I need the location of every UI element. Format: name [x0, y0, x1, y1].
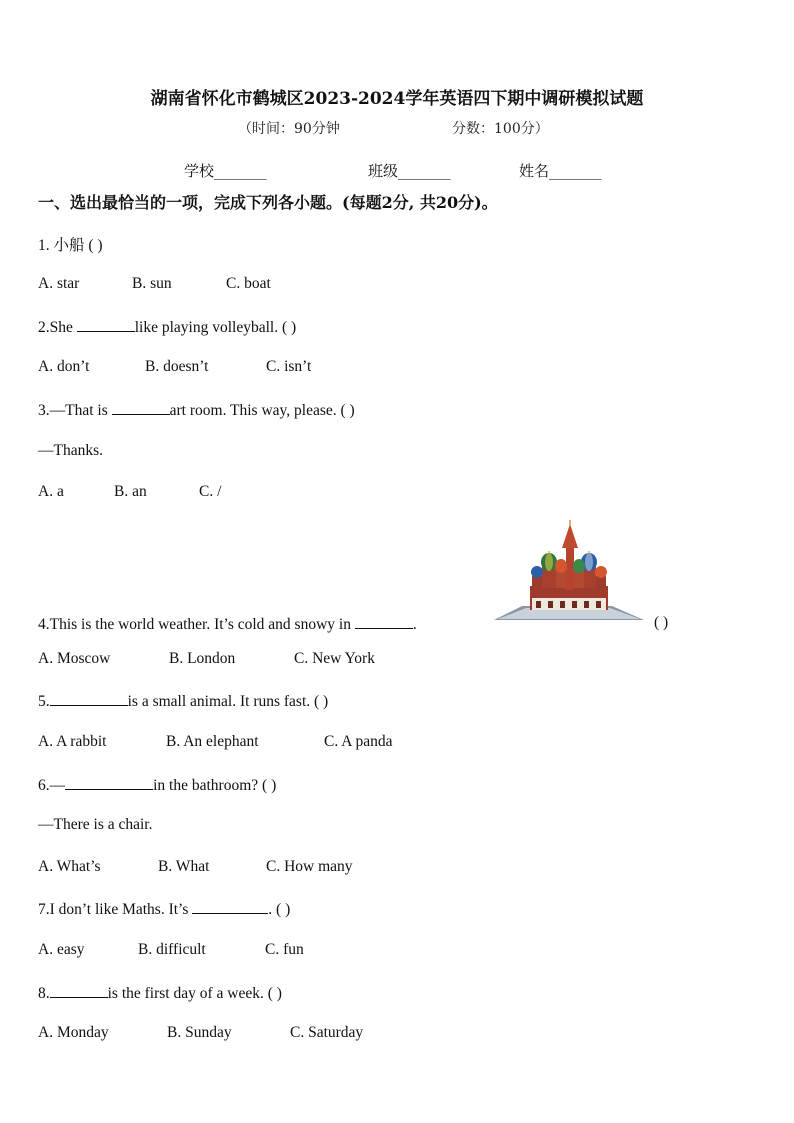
option-a: A. don’t: [38, 358, 90, 375]
question-3: [38, 400, 355, 420]
option-b: B. London: [169, 650, 236, 667]
question-6: [38, 775, 276, 795]
class-label: 班级: [368, 162, 399, 180]
exam-time: （时间：90分钟: [238, 121, 340, 137]
exam-score: 分数：100分）: [452, 121, 549, 137]
question-1-options: [38, 275, 271, 293]
option-b: B. difficult: [138, 941, 206, 958]
name-blank: _______: [549, 162, 602, 180]
answer-blank: [355, 614, 413, 629]
question-stem: 6.—: [38, 777, 66, 794]
question-stem: is the first day of a week. ( ): [107, 985, 282, 1002]
answer-blank: [112, 400, 170, 415]
option-a: A. star: [38, 275, 80, 292]
name-label: 姓名: [519, 162, 550, 180]
option-c: C. fun: [265, 941, 304, 958]
question-8: [38, 983, 282, 1003]
school-field: [184, 160, 267, 181]
school-blank: _______: [214, 162, 267, 180]
question-stem: 8.: [38, 985, 50, 1002]
option-a: A. easy: [38, 941, 85, 958]
option-c: C. /: [199, 483, 222, 500]
moscow-cathedral-picture: [492, 518, 646, 622]
option-a: A. a: [38, 483, 64, 500]
page-title: 湖南省怀化市鹤城区2023-2024学年英语四下期中调研模拟试题: [150, 89, 644, 109]
option-c: C. isn’t: [266, 358, 312, 375]
question-stem: 2.She: [38, 319, 77, 336]
class-blank: _______: [398, 162, 451, 180]
option-c: C. boat: [226, 275, 271, 292]
question-stem: in the bathroom? ( ): [153, 777, 277, 794]
option-b: B. An elephant: [166, 733, 259, 750]
class-field: [368, 160, 451, 181]
option-c: C. How many: [266, 858, 353, 875]
question-stem: .: [412, 616, 417, 633]
question-4-options: [38, 650, 375, 668]
question-stem: 3.—That is: [38, 402, 112, 419]
name-field: [519, 160, 602, 181]
question-5: [38, 691, 328, 711]
answer-blank: [65, 775, 153, 790]
question-8-options: [38, 1024, 363, 1042]
question-2: [38, 317, 296, 337]
question-stem: 7.I don’t like Maths. It’s: [38, 901, 193, 918]
option-c: C. New York: [294, 650, 375, 667]
option-b: B. Sunday: [167, 1024, 232, 1041]
answer-blank: [50, 691, 128, 706]
option-c: C. Saturday: [290, 1024, 364, 1041]
question-stem: 4.This is the world weather. It’s cold and snowy in: [38, 616, 355, 633]
question-stem: like playing volleyball. ( ): [134, 319, 297, 336]
question-4-paren: ( ): [654, 614, 669, 631]
question-2-options: [38, 358, 311, 376]
option-a: A. What’s: [38, 858, 101, 875]
question-7: [38, 899, 290, 919]
question-stem: is a small animal. It runs fast. ( ): [127, 693, 329, 710]
answer-blank: [192, 899, 268, 914]
question-5-options: [38, 733, 392, 751]
option-b: B. sun: [132, 275, 172, 292]
answer-blank: [77, 317, 135, 332]
section-heading: 一、选出最恰当的一项，完成下列各小题。(每题2分, 共20分)。: [38, 193, 498, 212]
question-stem: 5.: [38, 693, 50, 710]
option-b: B. doesn’t: [145, 358, 209, 375]
option-a: A. A rabbit: [38, 733, 107, 750]
question-4: [38, 614, 417, 634]
question-6-options: [38, 858, 353, 876]
option-c: C. A panda: [324, 733, 393, 750]
option-a: A. Moscow: [38, 650, 111, 667]
question-7-options: [38, 941, 304, 959]
answer-blank: [50, 983, 108, 998]
question-3-reply: —Thanks.: [38, 442, 104, 459]
option-a: A. Monday: [38, 1024, 109, 1041]
school-label: 学校: [184, 162, 215, 180]
question-stem: . ( ): [268, 901, 291, 918]
question-3-options: [38, 483, 221, 501]
question-6-reply: —There is a chair.: [38, 816, 153, 833]
option-b: B. an: [114, 483, 147, 500]
question-1: 1. 小船 ( ): [38, 237, 103, 254]
option-b: B. What: [158, 858, 210, 875]
question-stem: art room. This way, please. ( ): [169, 402, 355, 419]
